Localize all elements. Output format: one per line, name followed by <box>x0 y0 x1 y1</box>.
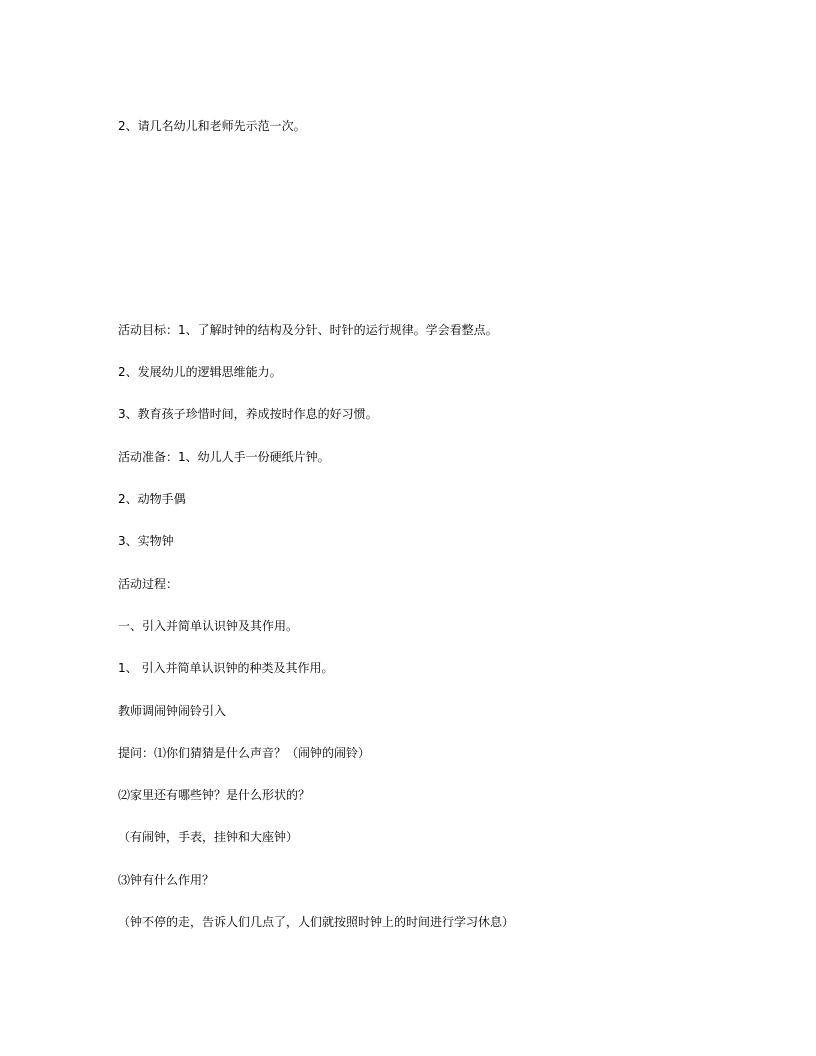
text-line: ⑵家里还有哪些钟？是什么形状的？ <box>118 788 311 802</box>
text-line: （有闹钟，手表，挂钟和大座钟） <box>118 830 299 844</box>
text-line: 教师调闹钟闹铃引入 <box>118 704 227 718</box>
text-line: 1、 引入并简单认识钟的种类及其作用。 <box>118 661 334 675</box>
text-line: 2、动物手偶 <box>118 492 186 506</box>
text-line: 3、教育孩子珍惜时间，养成按时作息的好习惯。 <box>118 407 378 421</box>
text-line: 活动准备：1、幼儿人手一份硬纸片钟。 <box>118 450 330 464</box>
text-line: 一、引入并简单认识钟及其作用。 <box>118 619 299 633</box>
text-line: 2、请几名幼儿和老师先示范一次。 <box>118 119 306 133</box>
text-line: 2、发展幼儿的逻辑思维能力。 <box>118 365 282 379</box>
text-line: ⑶钟有什么作用？ <box>118 873 215 887</box>
text-line: 活动目标：1、了解时钟的结构及分针、时针的运行规律。学会看整点。 <box>118 323 498 337</box>
text-line: 提问：⑴你们猜猜是什么声音？（闹钟的闹铃） <box>118 746 371 760</box>
text-line: 3、实物钟 <box>118 534 174 548</box>
text-line: 活动过程： <box>118 577 179 591</box>
text-line: （钟不停的走，告诉人们几点了，人们就按照时钟上的时间进行学习休息） <box>118 915 515 929</box>
